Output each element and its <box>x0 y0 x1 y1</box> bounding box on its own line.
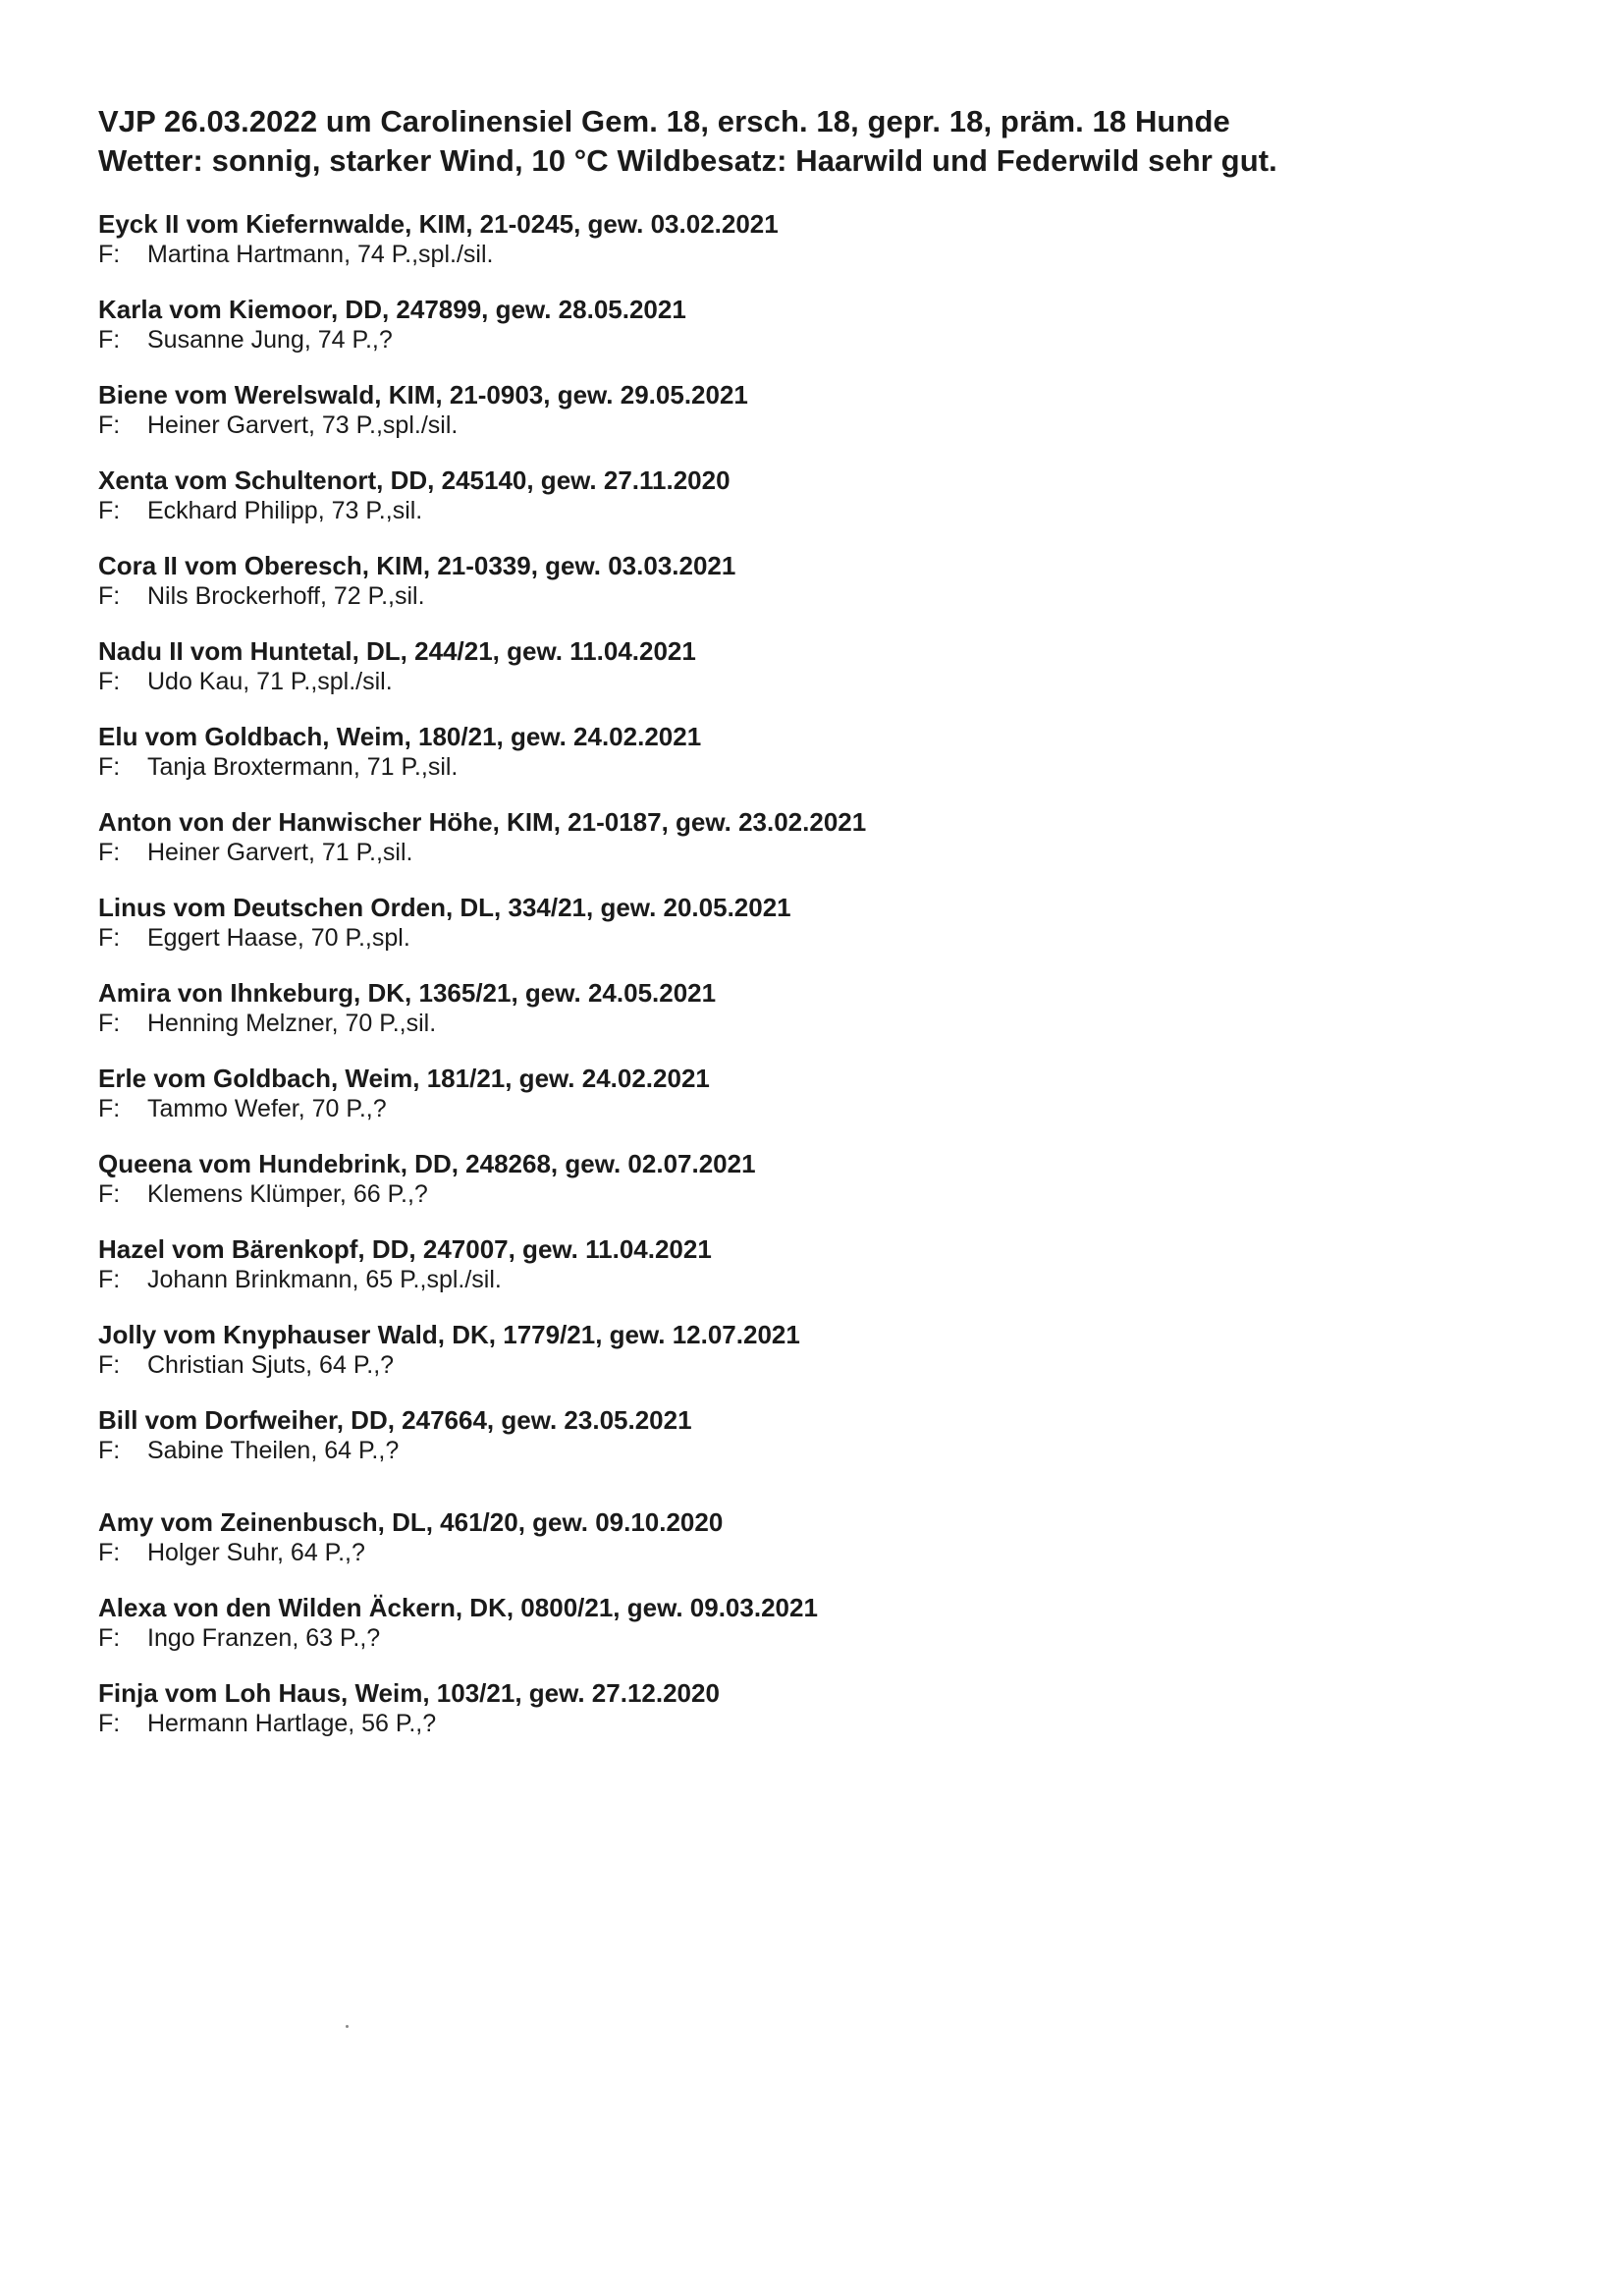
handler-text: Sabine Theilen, 64 P.,? <box>147 1437 400 1464</box>
dog-name: Queena vom Hundebrink, DD, 248268, gew. 02.07.2021 <box>98 1149 756 1178</box>
scan-speck <box>346 2025 349 2028</box>
handler-text: Udo Kau, 71 P.,spl./sil. <box>147 668 393 695</box>
list-item <box>98 1592 1551 1653</box>
header-title-line: VJP 26.03.2022 um Carolinensiel Gem. 18, ersch. 18, gepr. 18, präm. 18 Hunde <box>98 104 1230 138</box>
handler-line <box>98 1265 1551 1294</box>
handler-label: F: <box>98 241 121 268</box>
dog-name: Karla vom Kiemoor, DD, 247899, gew. 28.05.2021 <box>98 295 686 324</box>
handler-text: Tammo Wefer, 70 P.,? <box>147 1095 387 1122</box>
handler-label: F: <box>98 1539 121 1566</box>
dog-name: Finja vom Loh Haus, Weim, 103/21, gew. 27.12.2020 <box>98 1678 720 1708</box>
list-item <box>98 379 1551 440</box>
list-item <box>98 1677 1551 1738</box>
handler-line <box>98 752 1551 782</box>
handler-label: F: <box>98 1437 121 1464</box>
handler-label: F: <box>98 1180 121 1208</box>
list-item <box>98 1063 1551 1123</box>
dog-name: Elu vom Goldbach, Weim, 180/21, gew. 24.02.2021 <box>98 722 702 751</box>
handler-label: F: <box>98 497 121 524</box>
dog-name: Erle vom Goldbach, Weim, 181/21, gew. 24.02.2021 <box>98 1064 710 1093</box>
handler-line <box>98 1009 1551 1038</box>
handler-label: F: <box>98 839 121 866</box>
handler-line <box>98 325 1551 355</box>
handler-label: F: <box>98 753 121 781</box>
handler-label: F: <box>98 326 121 354</box>
handler-line <box>98 667 1551 696</box>
handler-line <box>98 1623 1551 1653</box>
handler-line <box>98 838 1551 867</box>
handler-text: Henning Melzner, 70 P.,sil. <box>147 1010 437 1037</box>
handler-label: F: <box>98 668 121 695</box>
handler-text: Eckhard Philipp, 73 P.,sil. <box>147 497 423 524</box>
handler-line <box>98 1094 1551 1123</box>
handler-text: Nils Brockerhoff, 72 P.,sil. <box>147 582 425 610</box>
list-item <box>98 635 1551 696</box>
handler-text: Holger Suhr, 64 P.,? <box>147 1539 365 1566</box>
handler-line <box>98 1709 1551 1738</box>
handler-line <box>98 581 1551 611</box>
handler-line <box>98 496 1551 525</box>
list-item <box>98 977 1551 1038</box>
list-item <box>98 208 1551 269</box>
handler-line <box>98 410 1551 440</box>
handler-text: Eggert Haase, 70 P.,spl. <box>147 924 410 952</box>
handler-line <box>98 1179 1551 1209</box>
handler-label: F: <box>98 582 121 610</box>
handler-text: Ingo Franzen, 63 P.,? <box>147 1624 381 1652</box>
handler-label: F: <box>98 1624 121 1652</box>
dog-name: Nadu II vom Huntetal, DL, 244/21, gew. 11.04.2021 <box>98 636 696 666</box>
list-item <box>98 465 1551 525</box>
list-item <box>98 1506 1551 1567</box>
handler-text: Klemens Klümper, 66 P.,? <box>147 1180 428 1208</box>
handler-label: F: <box>98 1266 121 1293</box>
handler-text: Johann Brinkmann, 65 P.,spl./sil. <box>147 1266 502 1293</box>
dog-name: Amira von Ihnkeburg, DK, 1365/21, gew. 24.05.2021 <box>98 978 717 1008</box>
handler-text: Susanne Jung, 74 P.,? <box>147 326 393 354</box>
handler-line <box>98 1538 1551 1567</box>
dog-name: Cora II vom Oberesch, KIM, 21-0339, gew. 03.03.2021 <box>98 551 736 580</box>
list-item <box>98 892 1551 953</box>
dog-name: Amy vom Zeinenbusch, DL, 461/20, gew. 09.10.2020 <box>98 1507 724 1537</box>
handler-text: Martina Hartmann, 74 P.,spl./sil. <box>147 241 494 268</box>
header-weather-line: Wetter: sonnig, starker Wind, 10 °C Wildbesatz: Haarwild und Federwild sehr gut. <box>98 143 1277 178</box>
handler-line <box>98 1350 1551 1380</box>
handler-label: F: <box>98 1351 121 1379</box>
list-item <box>98 1404 1551 1465</box>
handler-text: Heiner Garvert, 73 P.,spl./sil. <box>147 411 459 439</box>
dog-name: Eyck II vom Kiefernwalde, KIM, 21-0245, gew. 03.02.2021 <box>98 209 779 239</box>
list-item <box>98 806 1551 867</box>
handler-line <box>98 1436 1551 1465</box>
dog-name: Linus vom Deutschen Orden, DL, 334/21, gew. 20.05.2021 <box>98 893 791 922</box>
dog-name: Hazel vom Bärenkopf, DD, 247007, gew. 11.04.2021 <box>98 1234 712 1264</box>
handler-text: Heiner Garvert, 71 P.,sil. <box>147 839 413 866</box>
dog-name: Xenta vom Schultenort, DD, 245140, gew. 27.11.2020 <box>98 465 731 495</box>
handler-text: Hermann Hartlage, 56 P.,? <box>147 1710 437 1737</box>
dog-name: Anton von der Hanwischer Höhe, KIM, 21-0187, gew. 23.02.2021 <box>98 807 867 837</box>
list-item <box>98 1233 1551 1294</box>
list-item <box>98 721 1551 782</box>
handler-text: Tanja Broxtermann, 71 P.,sil. <box>147 753 459 781</box>
handler-label: F: <box>98 411 121 439</box>
handler-label: F: <box>98 924 121 952</box>
list-item <box>98 294 1551 355</box>
handler-label: F: <box>98 1010 121 1037</box>
dog-name: Alexa von den Wilden Äckern, DK, 0800/21, gew. 09.03.2021 <box>98 1593 818 1622</box>
list-item <box>98 1319 1551 1380</box>
dog-name: Jolly vom Knyphauser Wald, DK, 1779/21, gew. 12.07.2021 <box>98 1320 800 1349</box>
handler-label: F: <box>98 1710 121 1737</box>
dog-name: Bill vom Dorfweiher, DD, 247664, gew. 23.05.2021 <box>98 1405 692 1435</box>
handler-line <box>98 923 1551 953</box>
list-item <box>98 1148 1551 1209</box>
handler-text: Christian Sjuts, 64 P.,? <box>147 1351 395 1379</box>
document-header <box>98 102 1551 181</box>
dog-name: Biene vom Werelswald, KIM, 21-0903, gew. 29.05.2021 <box>98 380 748 410</box>
handler-label: F: <box>98 1095 121 1122</box>
list-item <box>98 550 1551 611</box>
handler-line <box>98 240 1551 269</box>
